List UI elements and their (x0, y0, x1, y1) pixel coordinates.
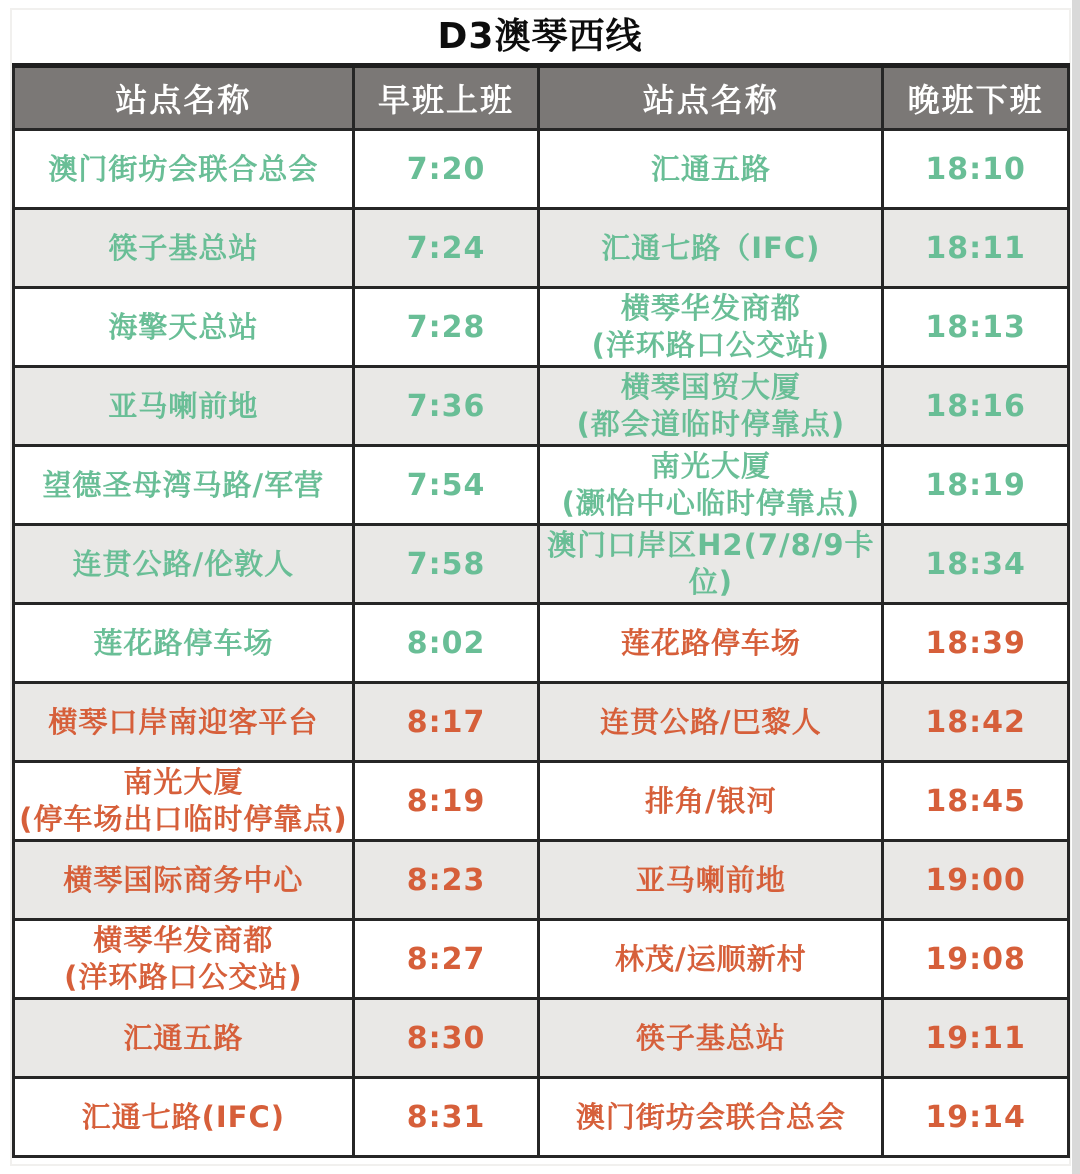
station-name: 南光大厦 (650, 449, 771, 483)
table-row (14, 525, 1069, 604)
station-name: 横琴华发商都 (93, 923, 274, 957)
station-name: (灏怡中心临时停靠点) (561, 486, 861, 520)
station-name: 筷子基总站 (635, 1020, 786, 1055)
station-cell (539, 841, 883, 920)
time-cell: 18:13 (883, 288, 1069, 367)
time-cell: 7:58 (353, 525, 539, 604)
header-time-morning: 早班上班 (353, 66, 539, 130)
station-cell (539, 999, 883, 1078)
header-row (14, 66, 1069, 130)
time-cell: 8:02 (353, 604, 539, 683)
station-cell (539, 209, 883, 288)
table-row (14, 683, 1069, 762)
time-cell: 18:42 (883, 683, 1069, 762)
time-cell: 19:00 (883, 841, 1069, 920)
table-row (14, 288, 1069, 367)
station-name: (都会道临时停靠点) (576, 407, 846, 441)
station-cell (539, 367, 883, 446)
station-name: 澳门口岸区H2(7/8/9卡位) (547, 528, 875, 599)
station-cell (14, 604, 354, 683)
station-cell (539, 683, 883, 762)
table-row (14, 367, 1069, 446)
station-cell (14, 1078, 354, 1157)
table-row (14, 604, 1069, 683)
time-cell: 7:36 (353, 367, 539, 446)
page-title: D3澳琴西线 (437, 16, 643, 57)
time-cell: 18:16 (883, 367, 1069, 446)
header-time-evening: 晚班下班 (883, 66, 1069, 130)
station-cell (14, 446, 354, 525)
time-cell: 7:54 (353, 446, 539, 525)
station-cell (14, 683, 354, 762)
station-cell (14, 999, 354, 1078)
station-cell (14, 288, 354, 367)
time-cell: 18:39 (883, 604, 1069, 683)
time-cell: 7:20 (353, 130, 539, 209)
station-name: (停车场出口临时停靠点) (19, 802, 348, 836)
station-cell (14, 130, 354, 209)
right-edge-strip (1072, 0, 1080, 1174)
table-row (14, 209, 1069, 288)
station-name: 亚马喇前地 (635, 862, 786, 897)
time-cell: 8:31 (353, 1078, 539, 1157)
table-row (14, 841, 1069, 920)
table-row (14, 762, 1069, 841)
station-name: 亚马喇前地 (108, 388, 259, 423)
station-name: 莲花路停车场 (93, 625, 274, 660)
station-cell (14, 367, 354, 446)
station-name: 横琴华发商都 (620, 291, 801, 325)
station-cell (14, 525, 354, 604)
station-cell (14, 762, 354, 841)
station-name: (洋环路口公交站) (64, 960, 303, 994)
time-cell: 18:10 (883, 130, 1069, 209)
station-cell (539, 288, 883, 367)
station-name: 连贯公路/巴黎人 (600, 704, 822, 739)
time-cell: 18:19 (883, 446, 1069, 525)
station-name: 澳门街坊会联合总会 (575, 1099, 846, 1134)
time-cell: 8:19 (353, 762, 539, 841)
time-cell: 19:14 (883, 1078, 1069, 1157)
table-row (14, 130, 1069, 209)
table-row (14, 999, 1069, 1078)
header-station-evening: 站点名称 (539, 66, 883, 130)
table-row (14, 920, 1069, 999)
time-cell: 8:30 (353, 999, 539, 1078)
station-name: 林茂/运顺新村 (615, 941, 807, 976)
station-cell (539, 130, 883, 209)
station-name: 排角/银河 (645, 783, 777, 818)
time-cell: 7:24 (353, 209, 539, 288)
station-cell (539, 525, 883, 604)
time-cell: 19:11 (883, 999, 1069, 1078)
station-cell (539, 762, 883, 841)
station-name: 莲花路停车场 (620, 625, 801, 660)
station-name: 横琴国贸大厦 (620, 370, 801, 404)
header-station-morning: 站点名称 (14, 66, 354, 130)
timetable (12, 63, 1070, 1158)
time-cell: 18:11 (883, 209, 1069, 288)
station-cell (539, 1078, 883, 1157)
time-cell: 18:45 (883, 762, 1069, 841)
station-cell (14, 209, 354, 288)
time-cell: 8:23 (353, 841, 539, 920)
station-cell (539, 446, 883, 525)
station-name: 横琴口岸南迎客平台 (48, 704, 319, 739)
station-name: 南光大厦 (123, 765, 244, 799)
station-name: 望德圣母湾马路/军营 (42, 467, 325, 502)
station-name: (洋环路口公交站) (591, 328, 831, 362)
time-cell: 19:08 (883, 920, 1069, 999)
station-name: 海擎天总站 (108, 309, 259, 344)
time-cell: 8:27 (353, 920, 539, 999)
station-name: 汇通五路 (650, 151, 771, 186)
table-row (14, 1078, 1069, 1157)
station-name: 汇通七路(IFC) (81, 1099, 286, 1134)
station-name: 横琴国际商务中心 (63, 862, 304, 897)
station-name: 汇通五路 (123, 1020, 244, 1055)
station-cell (539, 920, 883, 999)
station-cell (14, 841, 354, 920)
station-name: 筷子基总站 (108, 230, 259, 265)
time-cell: 7:28 (353, 288, 539, 367)
station-name: 汇通七路（IFC) (601, 230, 821, 265)
time-cell: 18:34 (883, 525, 1069, 604)
station-cell (14, 920, 354, 999)
station-cell (539, 604, 883, 683)
table-row (14, 446, 1069, 525)
station-name: 澳门街坊会联合总会 (48, 151, 319, 186)
time-cell: 8:17 (353, 683, 539, 762)
station-name: 连贯公路/伦敦人 (72, 546, 295, 581)
